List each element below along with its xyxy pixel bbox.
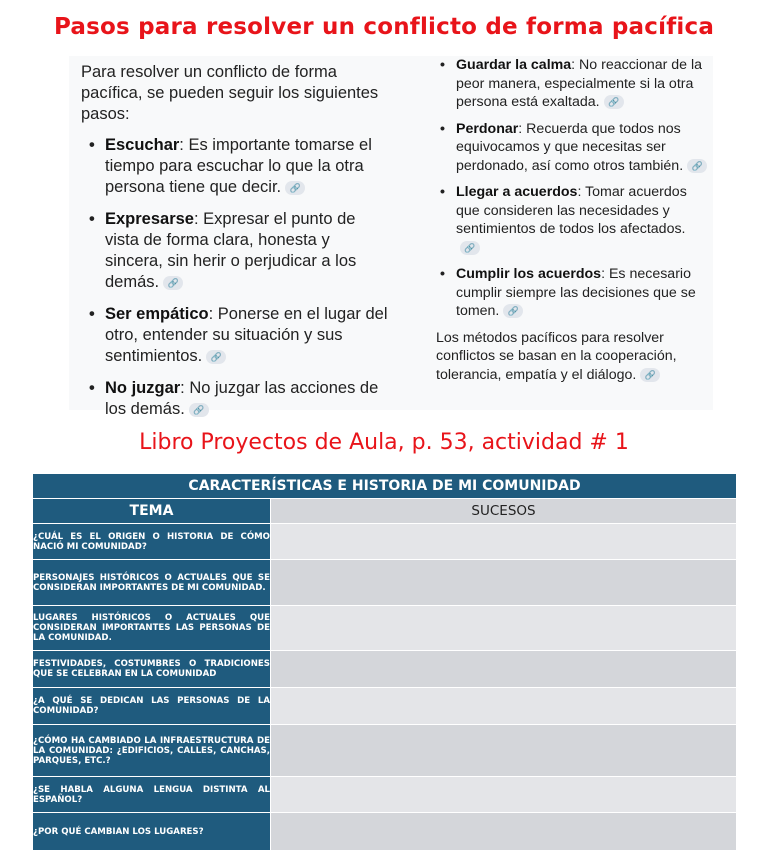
topic-cell: ¿A QUÉ SE DEDICAN LAS PERSONAS DE LA COMUNIDAD? [33, 688, 271, 725]
step-text: : Ponerse en el lugar del otro, entender su situación y sus sentimientos. [105, 305, 388, 365]
conflict-steps-panel [69, 56, 713, 418]
topic-cell: ¿CUÁL ES EL ORIGEN O HISTORIA DE CÓMO NACIÓ MI COMUNIDAD? [33, 524, 271, 560]
step-term: Expresarse [105, 210, 194, 228]
step-text: : No reaccionar de la peor manera, especialmente si la otra persona está exaltada. [456, 57, 703, 110]
link-icon[interactable]: 🔗 [604, 95, 624, 109]
answer-cell[interactable] [271, 688, 737, 725]
answer-cell[interactable] [271, 524, 737, 560]
step-term: Perdonar [456, 120, 519, 137]
answer-cell[interactable] [271, 560, 737, 606]
step-text: : Tomar acuerdos que consideren las necesidades y sentimientos de todos los afectados. [456, 184, 687, 237]
link-icon[interactable]: 🔗 [687, 159, 707, 173]
step-term: Cumplir los acuerdos [456, 266, 602, 282]
step-term: Llegar a acuerdos [456, 184, 578, 200]
step-item [81, 135, 391, 198]
column-header-tema: TEMA [33, 499, 271, 524]
intro-text: Para resolver un conflicto de forma pacífica, se pueden seguir los siguientes pasos: [81, 63, 379, 123]
topic-cell: FESTIVIDADES, COSTUMBRES O TRADICIONES QUE SE CELEBRAN EN LA COMUNIDAD [33, 651, 271, 688]
link-icon[interactable]: 🔗 [460, 241, 480, 255]
link-icon[interactable]: 🔗 [503, 304, 523, 318]
answer-cell[interactable] [271, 606, 737, 651]
step-item [436, 183, 708, 257]
step-term: No juzgar [105, 379, 181, 397]
link-icon[interactable]: 🔗 [189, 403, 209, 417]
step-text: : Recuerda que todos nos equivocamos y que necesitas ser perdonado, así como otros también. [456, 120, 684, 174]
answer-cell[interactable] [271, 651, 737, 688]
answer-cell[interactable] [271, 813, 737, 851]
table-row [33, 813, 737, 851]
steps-left-column [81, 62, 391, 431]
step-text: : No juzgar las acciones de los demás. [105, 379, 379, 418]
table-row [33, 725, 737, 777]
link-icon[interactable]: 🔗 [640, 368, 660, 382]
step-text: : Es necesario cumplir siempre las decisiones que se tomen. [456, 266, 696, 319]
step-term: Guardar la calma [456, 57, 572, 73]
link-icon[interactable]: 🔗 [206, 350, 226, 364]
topic-cell: LUGARES HISTÓRICOS O ACTUALES QUE CONSIDERAN IMPORTANTES LAS PERSONAS DE LA COMUNIDAD. [33, 606, 271, 651]
table-row [33, 606, 737, 651]
step-item [436, 265, 708, 321]
topic-cell: ¿POR QUÉ CAMBIAN LOS LUGARES? [33, 813, 271, 851]
step-item [436, 120, 708, 176]
table-row [33, 777, 737, 813]
steps-list-right [436, 56, 708, 321]
link-icon[interactable]: 🔗 [285, 181, 305, 195]
topic-cell: ¿SE HABLA ALGUNA LENGUA DISTINTA AL ESPAÑOL? [33, 777, 271, 813]
table-title: CARACTERÍSTICAS E HISTORIA DE MI COMUNIDAD [33, 474, 737, 499]
step-item [81, 304, 391, 367]
topic-cell: PERSONAJES HISTÓRICOS O ACTUALES QUE SE CONSIDERAN IMPORTANTES DE MI COMUNIDAD. [33, 560, 271, 606]
step-item [436, 56, 708, 112]
answer-cell[interactable] [271, 777, 737, 813]
community-table [32, 473, 737, 851]
steps-list-left [81, 135, 391, 420]
link-icon[interactable]: 🔗 [163, 276, 183, 290]
table-row [33, 560, 737, 606]
outro-text-content: Los métodos pacíficos para resolver conflictos se basan en la cooperación, tolerancia, empatía y el diálogo. [436, 329, 677, 383]
step-text: : Es importante tomarse el tiempo para escuchar lo que la otra persona tiene que decir. [105, 136, 372, 196]
answer-cell[interactable] [271, 725, 737, 777]
topic-cell: ¿CÓMO HA CAMBIADO LA INFRAESTRUCTURA DE LA COMUNIDAD: ¿EDIFICIOS, CALLES, CANCHAS, PARQUES, ETC.? [33, 725, 271, 777]
step-text: : Expresar el punto de vista de forma clara, honesta y sincera, sin herir o perjudicar a los demás. [105, 210, 357, 291]
table-row [33, 688, 737, 725]
steps-right-column [436, 56, 708, 384]
table-row [33, 524, 737, 560]
table-row [33, 651, 737, 688]
step-item [81, 209, 391, 293]
outro-text [436, 329, 708, 385]
column-header-sucesos: SUCESOS [271, 499, 737, 524]
step-item [81, 378, 391, 420]
step-term: Escuchar [105, 136, 180, 154]
page-title: Pasos para resolver un conflicto de forma pacífica [53, 14, 715, 40]
activity-reference: Libro Proyectos de Aula, p. 53, actividad # 1 [139, 430, 629, 455]
step-term: Ser empático [105, 305, 209, 323]
